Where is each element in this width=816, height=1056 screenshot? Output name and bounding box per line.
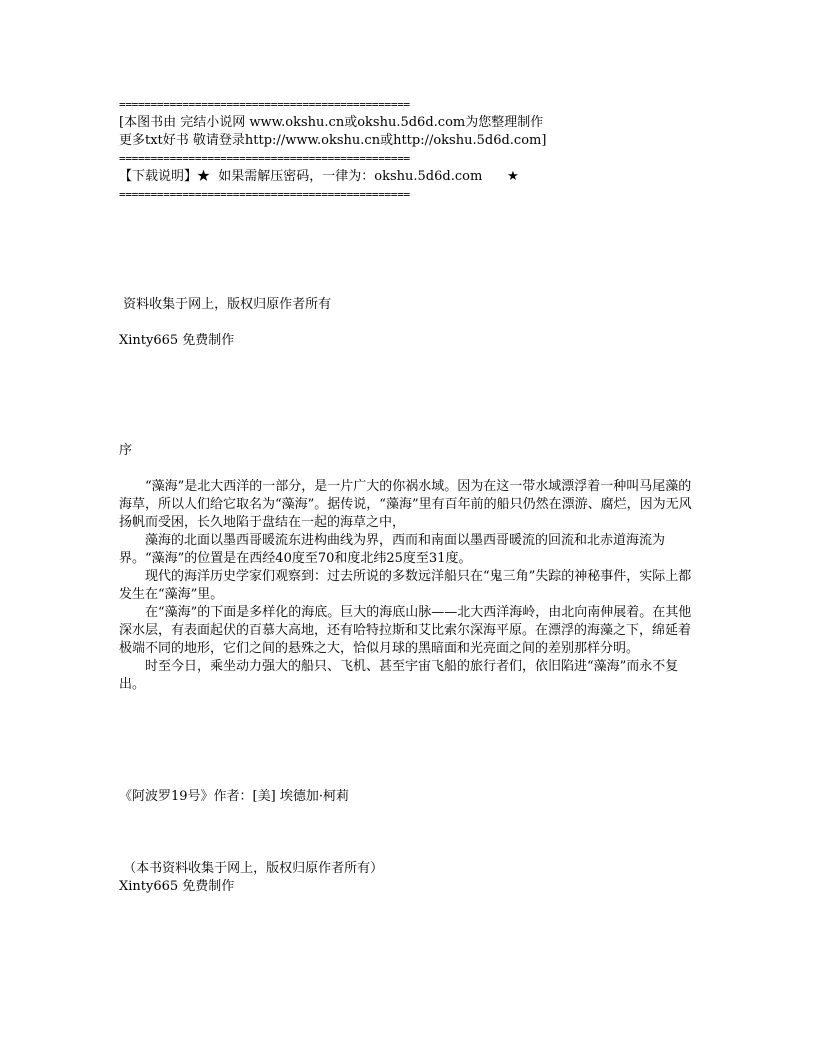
preface-paragraph: “藻海”是北大西洋的一部分，是一片广大的你祸水域。因为在这一带水域漂浮着一种叫马尾藻的海草，所以人们给它取名为“藻海”。据传说，“藻海”里有百年前的船只仍然在漂游、腐烂，因为无风扬帆而受困，长久地陷于盘结在一起的海草之中， <box>119 479 692 530</box>
download-header <box>119 96 701 204</box>
preface-section <box>119 442 701 694</box>
preface-paragraph: 藻海的北面以墨西哥暖流东进构曲线为界，西而和南面以墨西哥暖流的回流和北赤道海流为界。“藻海”的位置是在西经40度至70和度北纬25度至31度。 <box>119 533 666 566</box>
credit-block-2 <box>119 860 701 896</box>
credit-block <box>119 296 701 350</box>
preface-body <box>119 478 701 694</box>
source-line-2: 更多txt好书 敬请登录http://www.okshu.cn或http://okshu.5d6d.com] <box>119 133 547 148</box>
copyright-note: （本书资料收集于网上，版权归原作者所有） <box>119 861 384 876</box>
preface-paragraph: 在“藻海”的下面是多样化的海底。巨大的海底山脉——北大西洋海岭，由北向南伸展着。在其他深水层，有表面起伏的百慕大高地，还有哈特拉斯和艾比索尔深海平原。在漂浮的海藻之下，绵延着极端不同的地形，它们之间的悬殊之大，恰似月球的黑暗面和光亮面之间的差别那样分明。 <box>119 605 692 656</box>
separator-line: ============================================== <box>119 98 410 111</box>
preface-heading: 序 <box>119 443 133 458</box>
source-line-1: [本图书由 完结小说网 www.okshu.cn或okshu.5d6d.com为您整理制作 <box>119 115 544 130</box>
preface-paragraph: 现代的海洋历史学家们观察到：过去所说的多数远洋船只在“鬼三角”失踪的神秘事件，实际上都发生在“藻海”里。 <box>119 569 692 602</box>
separator-line: ============================================== <box>119 188 410 201</box>
copyright-note: 资料收集于网上，版权归原作者所有 <box>119 297 332 312</box>
maker-credit: Xinty665 免费制作 <box>119 879 235 894</box>
separator-line: ============================================== <box>119 152 410 165</box>
preface-paragraph: 时至今日，乘坐动力强大的船只、飞机、甚至宇宙飞船的旅行者们，依旧陷进“藻海”而永不复出。 <box>119 659 679 692</box>
maker-credit: Xinty665 免费制作 <box>119 333 235 348</box>
download-note: 【下载说明】★ 如果需解压密码，一律为：okshu.5d6d.com ★ <box>119 169 519 184</box>
book-title: 《阿波罗19号》作者：[美] 埃德加·柯莉 <box>119 789 349 804</box>
book-title-block <box>119 788 701 806</box>
